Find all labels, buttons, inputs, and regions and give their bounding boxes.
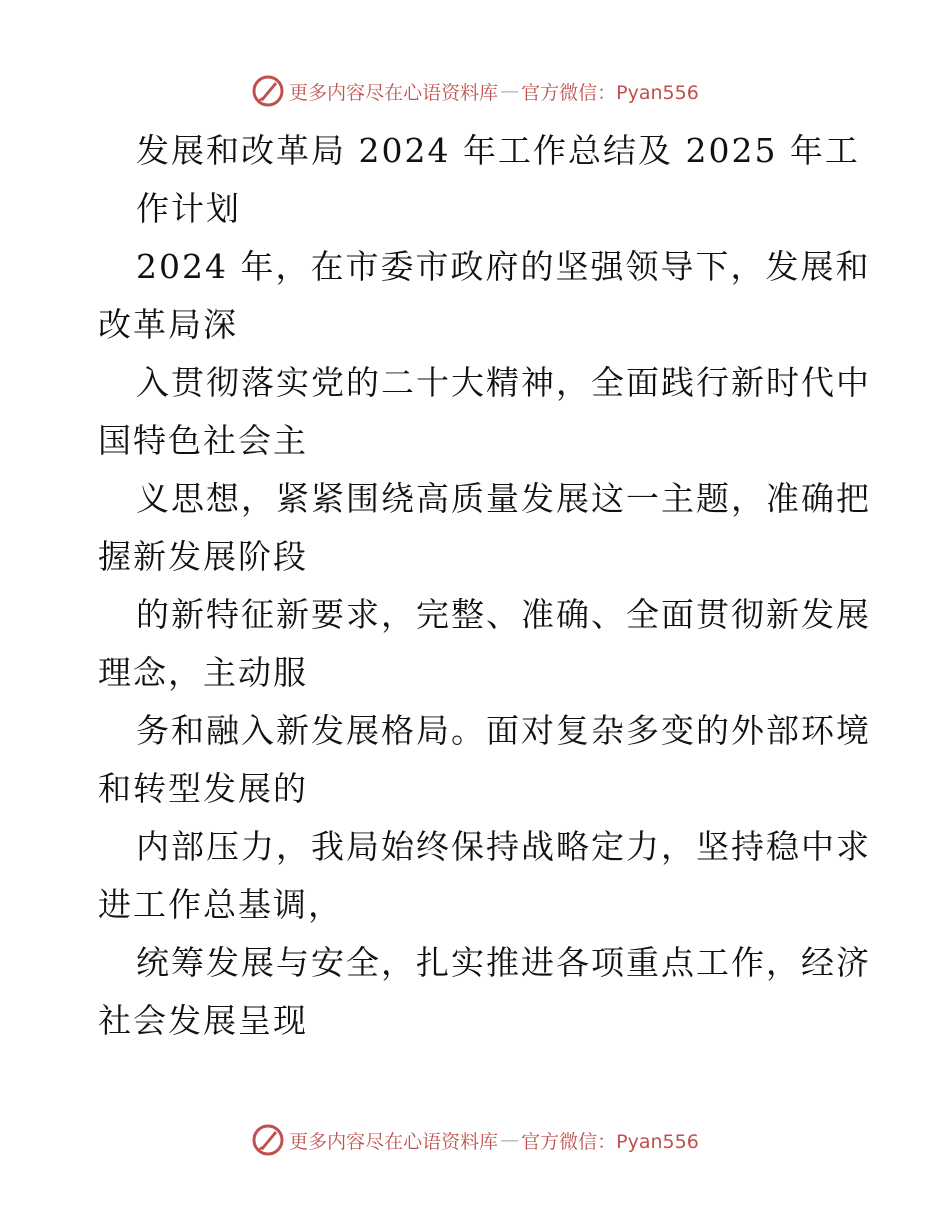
document-line: 发展和改革局 2024 年工作总结及 2025 年工: [136, 131, 860, 170]
footer-banner-contact: 官方微信：Pyan556: [521, 1130, 699, 1153]
quill-logo-icon: [251, 1123, 285, 1157]
document-line: 国特色社会主: [98, 421, 308, 460]
document-line: 社会发展呈现: [98, 1001, 308, 1040]
quill-logo-icon: [251, 74, 285, 108]
footer-banner-text: 更多内容尽在心语资料库: [289, 1130, 499, 1153]
document-line: 统筹发展与安全，扎实推进各项重点工作，经济: [136, 943, 871, 982]
document-line: 握新发展阶段: [98, 537, 308, 576]
document-line: 理念，主动服: [98, 653, 308, 692]
document-line: 改革局深: [98, 305, 238, 344]
document-line: 进工作总基调，: [98, 885, 343, 924]
document-body: [98, 122, 871, 1050]
document-line: 务和融入新发展格局。面对复杂多变的外部环境: [136, 711, 871, 750]
document-line: 内部压力，我局始终保持战略定力，坚持稳中求: [136, 827, 871, 866]
document-line: 入贯彻落实党的二十大精神，全面践行新时代中: [136, 363, 871, 402]
document-line: 义思想，紧紧围绕高质量发展这一主题，准确把: [136, 479, 871, 518]
document-line: 作计划: [136, 189, 241, 228]
document-line: 和转型发展的: [98, 769, 308, 808]
header-banner: [0, 71, 950, 111]
header-banner-text: 更多内容尽在心语资料库: [289, 81, 499, 104]
footer-banner: [0, 1120, 950, 1160]
document-line: 的新特征新要求，完整、准确、全面贯彻新发展: [136, 595, 871, 634]
document-line: 2024 年，在市委市政府的坚强领导下，发展和: [136, 247, 871, 286]
header-banner-contact: 官方微信：Pyan556: [521, 81, 699, 104]
header-banner-separator: —: [500, 80, 520, 102]
footer-banner-separator: —: [500, 1129, 520, 1151]
